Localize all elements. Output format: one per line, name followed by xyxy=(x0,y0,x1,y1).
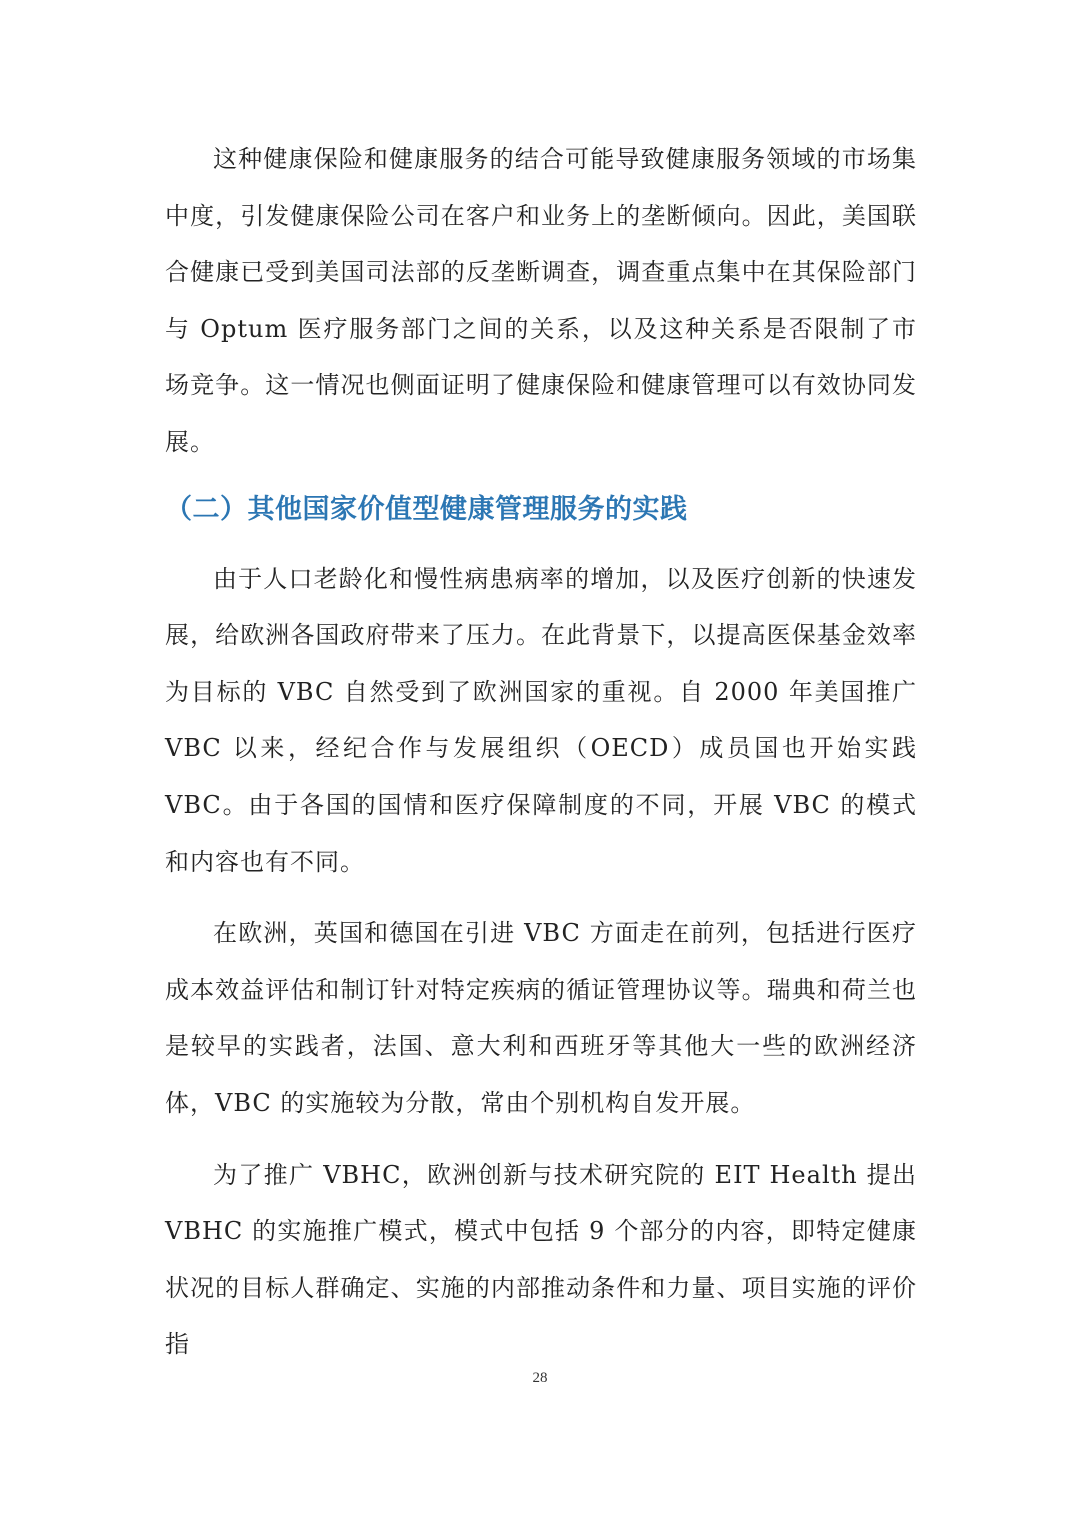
section-heading: （二）其他国家价值型健康管理服务的实践 xyxy=(165,493,688,525)
paragraph-section-3: 为了推广 VBHC，欧洲创新与技术研究院的 EIT Health 提出 VBHC 的实施推广模式，模式中包括 9 个部分的内容，即特定健康状况的目标人群确定、实施的内部推动条件和力量、项目实施的评价指 xyxy=(165,1160,917,1359)
paragraph-intro: 这种健康保险和健康服务的结合可能导致健康服务领域的市场集中度，引发健康保险公司在客户和业务上的垄断倾向。因此，美国联合健康已受到美国司法部的反垄断调查，调查重点集中在其保险部门与 Optum 医疗服务部门之间的关系，以及这种关系是否限制了市场竞争。这一情况也侧面证明了健康保险和健康管理可以有效协同发展。 xyxy=(165,145,917,456)
page-body xyxy=(165,131,917,1373)
paragraph-section-1: 由于人口老龄化和慢性病患病率的增加，以及医疗创新的快速发展，给欧洲各国政府带来了压力。在此背景下，以提高医保基金效率为目标的 VBC 自然受到了欧洲国家的重视。自 2000 年美国推广 VBC 以来，经纪合作与发展组织（OECD）成员国也开始实践 VBC。由于各国的国情和医疗保障制度的不同，开展 VBC 的模式和内容也有不同。 xyxy=(165,564,917,876)
page-number: 28 xyxy=(532,1370,548,1386)
paragraph-section-2: 在欧洲，英国和德国在引进 VBC 方面走在前列，包括进行医疗成本效益评估和制订针对特定疾病的循证管理协议等。瑞典和荷兰也是较早的实践者，法国、意大利和西班牙等其他大一些的欧洲经济体，VBC 的实施较为分散，常由个别机构自发开展。 xyxy=(165,919,917,1117)
